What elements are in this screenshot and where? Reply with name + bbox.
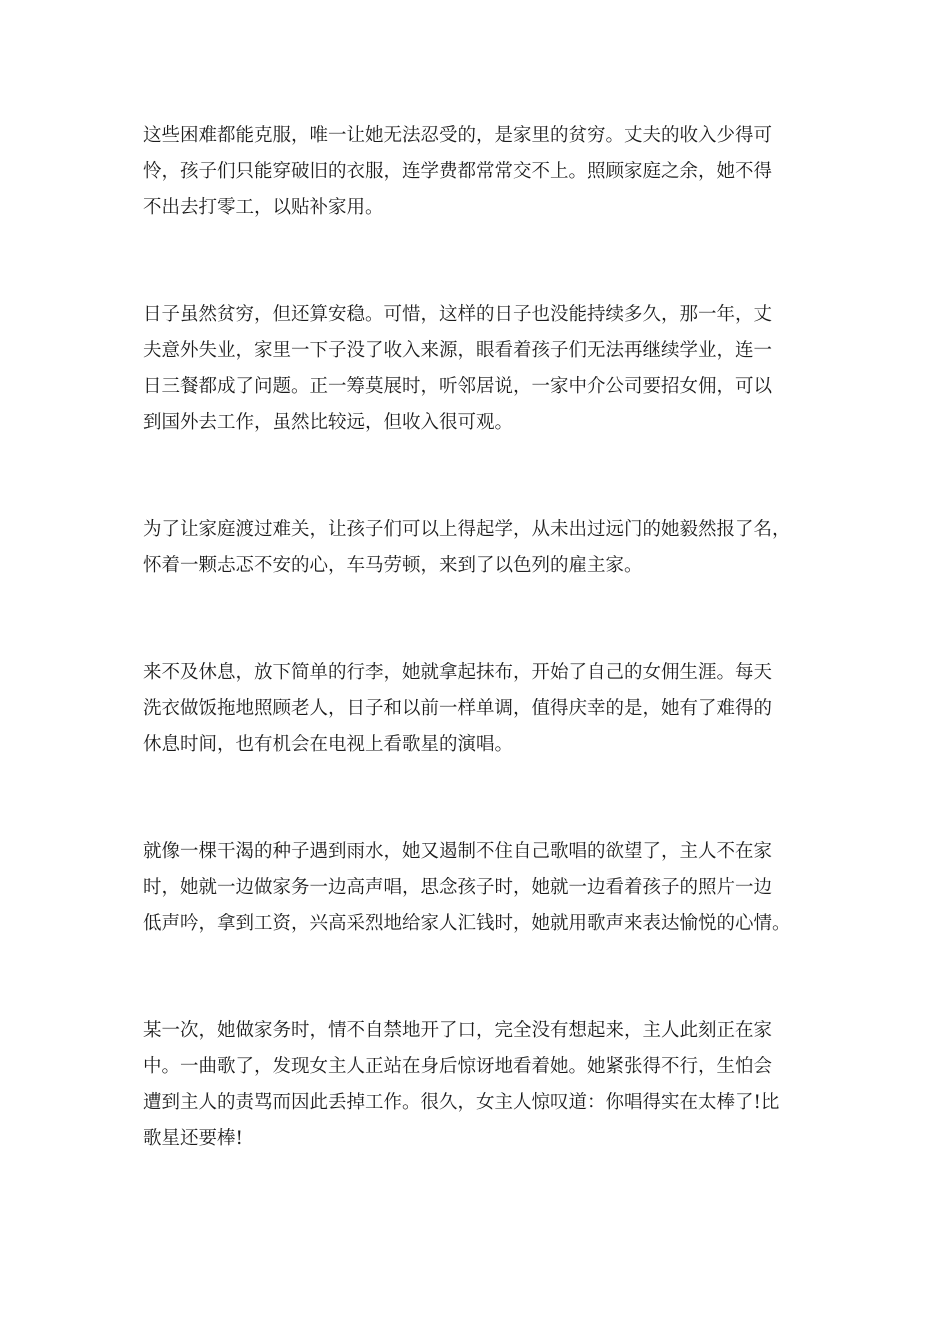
text-line: 日子虽然贫穷，但还算安稳。可惜，这样的日子也没能持续多久，那一年，丈 — [143, 304, 773, 325]
text-line: 到国外去工作，虽然比较远，但收入很可观。 — [143, 412, 514, 433]
text-line: 洗衣做饭拖地照顾老人，日子和以前一样单调，值得庆幸的是，她有了难得的 — [143, 698, 773, 719]
text-line: 怀着一颗忐忑不安的心，车马劳顿，来到了以色列的雇主家。 — [143, 555, 643, 576]
text-line: 怜，孩子们只能穿破旧的衣服，连学费都常常交不上。照顾家庭之余，她不得 — [143, 161, 773, 182]
text-line: 就像一棵干渴的种子遇到雨水，她又遏制不住自己歌唱的欲望了，主人不在家 — [143, 841, 773, 862]
text-line: 夫意外失业，家里一下子没了收入来源，眼看着孩子们无法再继续学业，连一 — [143, 340, 773, 361]
text-line: 某一次，她做家务时，情不自禁地开了口，完全没有想起来，主人此刻正在家 — [143, 1020, 773, 1041]
paragraph-5 — [143, 834, 823, 942]
text-line: 为了让家庭渡过难关，让孩子们可以上得起学，从未出过远门的她毅然报了名， — [143, 519, 791, 540]
text-line: 时，她就一边做家务一边高声唱，思念孩子时，她就一边看着孩子的照片一边 — [143, 877, 773, 898]
text-line: 日三餐都成了问题。正一筹莫展时，听邻居说，一家中介公司要招女佣，可以 — [143, 376, 773, 397]
text-line: 来不及休息，放下简单的行李，她就拿起抹布，开始了自己的女佣生涯。每天 — [143, 662, 773, 683]
paragraph-1 — [143, 118, 823, 226]
paragraph-6 — [143, 1013, 823, 1157]
text-line: 这些困难都能克服，唯一让她无法忍受的，是家里的贫穷。丈夫的收入少得可 — [143, 125, 773, 146]
text-line: 中。一曲歌了，发现女主人正站在身后惊讶地看着她。她紧张得不行，生怕会 — [143, 1056, 773, 1077]
text-line: 歌星还要棒! — [143, 1128, 243, 1149]
paragraph-3 — [143, 512, 823, 584]
text-line: 休息时间，也有机会在电视上看歌星的演唱。 — [143, 734, 514, 755]
text-line: 遭到主人的责骂而因此丢掉工作。很久，女主人惊叹道：你唱得实在太棒了!比 — [143, 1092, 780, 1113]
paragraph-2 — [143, 297, 823, 441]
paragraph-4 — [143, 655, 823, 763]
text-line: 不出去打零工，以贴补家用。 — [143, 197, 384, 218]
text-line: 低声吟，拿到工资，兴高采烈地给家人汇钱时，她就用歌声来表达愉悦的心情。 — [143, 913, 791, 934]
